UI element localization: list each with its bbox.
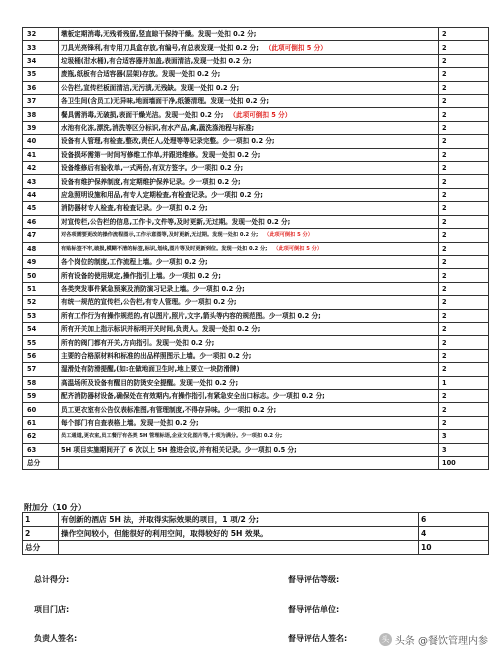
- row-score: 2: [439, 68, 489, 81]
- criterion-text: 废瓶,纸板有合适容器(层架)存放。发现一处扣 0.2 分;: [61, 70, 221, 79]
- row-score: 3: [439, 430, 489, 443]
- row-criterion: [59, 296, 439, 309]
- row-number: 60: [23, 403, 59, 416]
- row-score: 2: [439, 54, 489, 67]
- criterion-text: 所有设备的使用规定,操作指引上墙。少一项扣 0.2 分;: [61, 271, 221, 280]
- row-score: 2: [439, 202, 489, 215]
- row-number: 36: [23, 81, 59, 94]
- criterion-text: 有贴标签不牢,破损,模糊不清的标签,标识,划线,图片等及时更新到位。发现一处扣 0.2 分;: [61, 245, 268, 252]
- row-score: 2: [439, 255, 489, 268]
- criterion-text: 设备损坏需第一时间写修维工作单,并跟进维修。发现一处扣 0.2 分;: [61, 150, 261, 159]
- row-criterion: [59, 457, 439, 470]
- row-score: 2: [439, 403, 489, 416]
- row-number: 61: [23, 416, 59, 429]
- table-row: [23, 121, 489, 134]
- row-criterion: [59, 175, 439, 188]
- unit-label: 督导评估单位:: [288, 605, 340, 614]
- table-row: [23, 108, 489, 121]
- penalty-note: （此项可倒扣 5 分）: [273, 245, 323, 252]
- table-row: [23, 215, 489, 228]
- table-row: [23, 416, 489, 429]
- row-number: 57: [23, 363, 59, 376]
- row-number: 46: [23, 215, 59, 228]
- row-score: 2: [439, 269, 489, 282]
- row-criterion: [59, 255, 439, 268]
- table-row: [23, 68, 489, 81]
- total-score-label: 总计得分:: [34, 575, 70, 584]
- row-criterion: [59, 513, 419, 527]
- row-number: 54: [23, 322, 59, 335]
- row-criterion: [59, 269, 439, 282]
- criterion-text: 水池有化冻,漂洗,消洗等区分标识,有水产品,禽,蔬洗涤池程与标准;: [61, 124, 255, 133]
- criterion-text: 垃圾桶(泔水桶),有合适容器并加盖,表面清洁,发现一处扣 0.2 分;: [61, 57, 252, 66]
- watermark-badge-icon: 头: [379, 633, 392, 646]
- row-number: 58: [23, 376, 59, 389]
- row-number: 45: [23, 202, 59, 215]
- criterion-text: 各卫生间(含员工)无异味,地面墙面干净,纸篓清理。发现一处扣 0.2 分;: [61, 97, 269, 106]
- table-row: [23, 296, 489, 309]
- table-row: [23, 175, 489, 188]
- row-score: 1: [439, 376, 489, 389]
- criterion-text: 墩板定期消毒,无残肴残留,竖直晾干保持干燥。发现一处扣 0.2 分;: [61, 30, 257, 39]
- row-score: 2: [439, 175, 489, 188]
- row-number: 总分: [23, 457, 59, 470]
- row-criterion: [59, 135, 439, 148]
- row-criterion: [59, 527, 419, 541]
- criterion-text: 主要的合格原材料和标准的出品样照图示上墙。少一项扣 0.2 分;: [61, 351, 252, 360]
- table-row: [23, 242, 489, 255]
- criterion-text: 员工通道,更衣室,员工餐厅有各类 5H 管理标语,企业文化图片等,十项为满分。少一项扣 0.2 分;: [61, 433, 283, 440]
- row-number: 44: [23, 188, 59, 201]
- table-row: [23, 513, 489, 527]
- row-score: 100: [439, 457, 489, 470]
- row-score: 2: [439, 135, 489, 148]
- table-row: [23, 41, 489, 54]
- row-score: 2: [439, 215, 489, 228]
- table-row: [23, 336, 489, 349]
- criterion-text: 应急照明设施和用品,有专人定期检查,有检查记录。少一项扣 0.2 分;: [61, 191, 263, 200]
- row-score: 3: [439, 443, 489, 456]
- row-number: 50: [23, 269, 59, 282]
- row-score: 2: [439, 28, 489, 41]
- row-criterion: [59, 81, 439, 94]
- row-score: 2: [439, 336, 489, 349]
- row-score: 2: [439, 296, 489, 309]
- row-number: 59: [23, 389, 59, 402]
- store-label: 项目门店:: [34, 605, 70, 614]
- table-row: [23, 28, 489, 41]
- row-number: 37: [23, 95, 59, 108]
- table-row: [23, 376, 489, 389]
- row-score: 6: [419, 513, 489, 527]
- criterion-text: 操作空间较小，但能很好的利用空间，取得较好的 5H 效果。: [61, 529, 268, 538]
- penalty-note: （此项可倒扣 5 分）: [229, 110, 292, 119]
- table-row: [23, 443, 489, 456]
- row-score: 2: [439, 121, 489, 134]
- criterion-text: 设备有人管理,有检查,整改,责任人,处理等等记录完整。少一项扣 0.2 分;: [61, 137, 275, 146]
- row-criterion: [59, 202, 439, 215]
- row-score: 4: [419, 527, 489, 541]
- row-number: 62: [23, 430, 59, 443]
- row-number: 32: [23, 28, 59, 41]
- table-row: [23, 188, 489, 201]
- row-criterion: [59, 68, 439, 81]
- criterion-text: 高温场所及设备有醒目的防烫安全提醒。发现一处扣 0.2 分;: [61, 378, 239, 387]
- table-row: [23, 322, 489, 335]
- criterion-text: 所有的阀门都有开关,方向指引。发现一处扣 0.2 分;: [61, 338, 215, 347]
- row-score: 2: [439, 41, 489, 54]
- table-row: [23, 363, 489, 376]
- row-criterion: [59, 541, 419, 555]
- row-criterion: [59, 41, 439, 54]
- row-number: 56: [23, 349, 59, 362]
- row-number: 48: [23, 242, 59, 255]
- criterion-text: 对各项需要更改的操作流程图示,工作示意图等,及时更新,无过期。发现一处扣 0.2 分;: [61, 232, 259, 239]
- row-number: 63: [23, 443, 59, 456]
- row-number: 35: [23, 68, 59, 81]
- row-number: 43: [23, 175, 59, 188]
- criterion-text: 员工更衣室有公告仪表标准图,有管理制度,不得存异味。少一项扣 0.2 分;: [61, 405, 277, 414]
- row-number: 41: [23, 148, 59, 161]
- row-score: 2: [439, 309, 489, 322]
- row-number: 53: [23, 309, 59, 322]
- row-criterion: [59, 430, 439, 443]
- row-number: 总分: [23, 541, 59, 555]
- row-number: 40: [23, 135, 59, 148]
- criterion-text: 有创新的酒店 5H 法，并取得实际效果的项目，1 项/2 分;: [61, 515, 260, 524]
- row-criterion: [59, 108, 439, 121]
- table-row: [23, 403, 489, 416]
- row-criterion: [59, 363, 439, 376]
- penalty-note: （此项可倒扣 5 分）: [264, 232, 313, 239]
- criterion-text: 各类突发事件紧急预案及消防演习记录上墙。少一项扣 0.2 分;: [61, 284, 245, 293]
- row-criterion: [59, 443, 439, 456]
- watermark-text: 头条 @餐饮管理内参: [394, 636, 488, 647]
- row-number: 52: [23, 296, 59, 309]
- row-number: 39: [23, 121, 59, 134]
- row-criterion: [59, 403, 439, 416]
- row-number: 1: [23, 513, 59, 527]
- criterion-text: 消防器材专人检查,有检查记录。少一项扣 0.2 分;: [61, 204, 208, 213]
- row-criterion: [59, 28, 439, 41]
- criterion-text: 有统一规范的宣传栏,公告栏,有专人管理。少一项扣 0.2 分;: [61, 298, 237, 307]
- table-row: [23, 457, 489, 470]
- criterion-text: 公告栏,宣传栏板面清洁,无污渍,无残缺。发现一处扣 0.2 分;: [61, 83, 240, 92]
- watermark: [379, 632, 488, 647]
- manager-sign-label: 负责人签名:: [34, 634, 78, 643]
- row-criterion: [59, 389, 439, 402]
- criterion-text: 湿滑处有防滑提醒,(如:在做地面卫生时,地上要立一块防滑牌): [61, 365, 240, 374]
- row-number: 33: [23, 41, 59, 54]
- row-score: 2: [439, 81, 489, 94]
- row-number: 2: [23, 527, 59, 541]
- row-score: 2: [439, 416, 489, 429]
- row-criterion: [59, 336, 439, 349]
- table-row: [23, 389, 489, 402]
- table-row: [23, 81, 489, 94]
- row-criterion: [59, 229, 439, 242]
- row-score: 2: [439, 108, 489, 121]
- table-row: [23, 541, 489, 555]
- table-row: [23, 229, 489, 242]
- table-row: [23, 162, 489, 175]
- criterion-text: 刀具光亮锋利,有专用刀具盒存放,有编号,有总表发现一处扣 0.2 分;: [61, 43, 259, 52]
- table-row: [23, 282, 489, 295]
- criterion-text: 设备维修后有验收单,一式两份,有双方签字。少一项扣 0.2 分;: [61, 164, 244, 173]
- table-row: [23, 54, 489, 67]
- table-row: [23, 430, 489, 443]
- row-score: 2: [439, 148, 489, 161]
- criterion-text: 每个部门有自查表格上墙。发现一处扣 0.2 分;: [61, 418, 199, 427]
- row-criterion: [59, 309, 439, 322]
- row-criterion: [59, 121, 439, 134]
- criterion-text: 所有开关加上指示标识并标明开关时间,负责人。发现一处扣 0.2 分;: [61, 325, 261, 334]
- criterion-text: 所有工作行为有操作规范的,有以图片,照片,文字,箭头等内容的规范图。少一项扣 0.2 分;: [61, 311, 321, 320]
- criterion-text: 配齐消防器材设备,确保处在有效期内,有操作指引,有紧急安全出口标志。少一项扣 0.2 分;: [61, 392, 325, 401]
- row-score: 2: [439, 322, 489, 335]
- row-number: 38: [23, 108, 59, 121]
- table-row: [23, 135, 489, 148]
- row-number: 55: [23, 336, 59, 349]
- row-criterion: [59, 376, 439, 389]
- criterion-text: 餐具需消毒,无破损,表面干燥光洁。发现一处扣 0.2 分;: [61, 110, 224, 119]
- row-criterion: [59, 242, 439, 255]
- row-score: 2: [439, 162, 489, 175]
- row-criterion: [59, 215, 439, 228]
- row-criterion: [59, 322, 439, 335]
- criterion-text: 对宣传栏,公告栏的信息,工作卡,文件等,及时更新,无过期。发现一处扣 0.2 分;: [61, 217, 291, 226]
- row-criterion: [59, 349, 439, 362]
- row-number: 47: [23, 229, 59, 242]
- table-row: [23, 95, 489, 108]
- row-criterion: [59, 148, 439, 161]
- table-row: [23, 349, 489, 362]
- row-number: 34: [23, 54, 59, 67]
- table-row: [23, 148, 489, 161]
- row-score: 2: [439, 389, 489, 402]
- table-row: [23, 202, 489, 215]
- bonus-table: [22, 512, 489, 555]
- criterion-text: 设备有维护保养制度,有定期维护保养记录。少一项扣 0.2 分;: [61, 177, 241, 186]
- row-criterion: [59, 416, 439, 429]
- row-criterion: [59, 54, 439, 67]
- row-score: 2: [439, 95, 489, 108]
- row-score: 2: [439, 282, 489, 295]
- row-number: 49: [23, 255, 59, 268]
- table-row: [23, 269, 489, 282]
- row-score: 2: [439, 349, 489, 362]
- inspector-sign-label: 督导评估人签名:: [288, 634, 348, 643]
- table-row: [23, 309, 489, 322]
- row-score: 2: [439, 188, 489, 201]
- row-number: 42: [23, 162, 59, 175]
- row-score: 2: [439, 363, 489, 376]
- criterion-text: 5H 项目实施期间开了 6 次以上 5H 推进会议,并有相关记录。少一项扣 0.5 分;: [61, 445, 297, 454]
- table-row: [23, 527, 489, 541]
- row-number: 51: [23, 282, 59, 295]
- row-criterion: [59, 282, 439, 295]
- inspection-table: [22, 27, 489, 470]
- bonus-heading: 附加分（10 分）: [24, 503, 86, 512]
- penalty-note: （此项可倒扣 5 分）: [264, 43, 327, 52]
- row-criterion: [59, 188, 439, 201]
- row-criterion: [59, 95, 439, 108]
- grade-label: 督导评估等级:: [288, 575, 340, 584]
- table-row: [23, 255, 489, 268]
- row-score: 2: [439, 242, 489, 255]
- row-score: 10: [419, 541, 489, 555]
- row-score: 2: [439, 229, 489, 242]
- criterion-text: 各个岗位的制度,工作流程上墙。少一项扣 0.2 分;: [61, 258, 208, 267]
- row-criterion: [59, 162, 439, 175]
